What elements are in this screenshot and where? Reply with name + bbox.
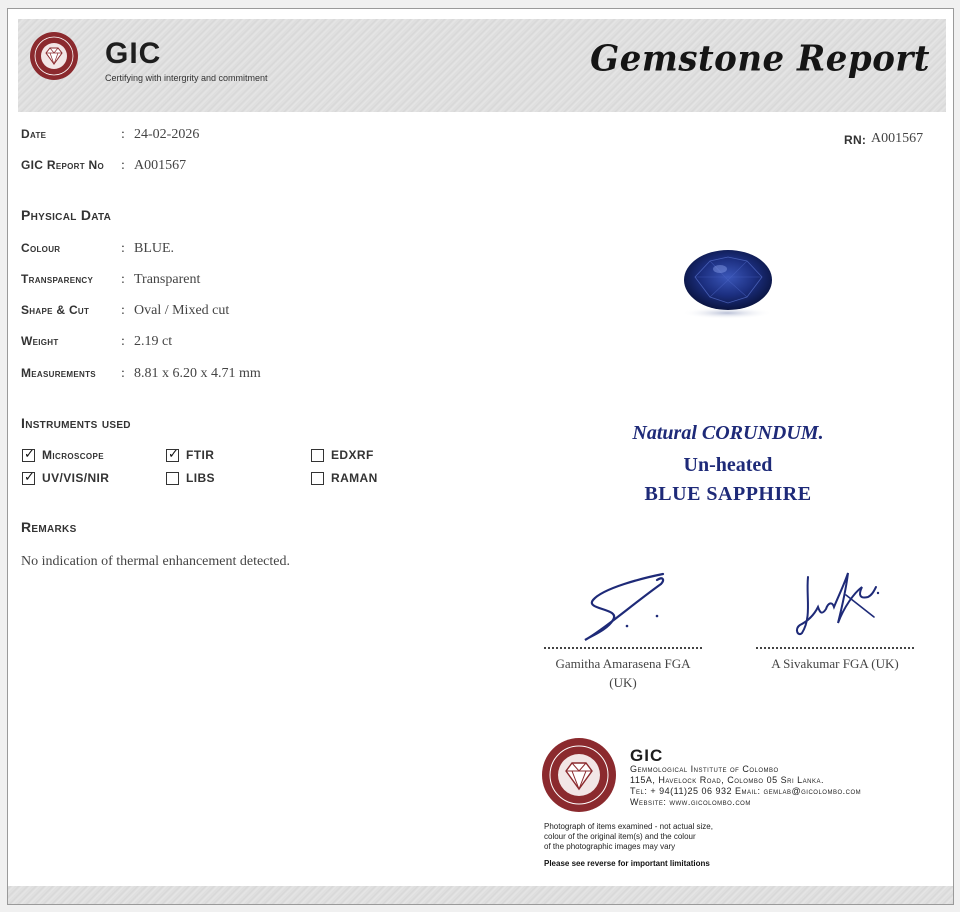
footer-contact: Tel: + 94(11)25 06 932 Email: gemlab@gicolombo.com [630, 786, 862, 796]
rn-value: A001567 [871, 131, 924, 146]
edxrf-checkbox[interactable] [311, 449, 324, 462]
instruments-heading: Instruments used [21, 415, 131, 431]
transparency-separator: : [121, 272, 125, 287]
measurements-label: Measurements [21, 366, 96, 380]
gic-seal-icon [29, 31, 79, 81]
report-page [7, 8, 954, 905]
raman-checkbox[interactable] [311, 472, 324, 485]
signatory-2-name-line1: A Sivakumar FGA (UK) [771, 656, 899, 671]
footer-org-name: Gemmological Institute of Colombo [630, 764, 779, 774]
report-no-separator: : [121, 158, 125, 173]
footer-website: Website: www.gicolombo.com [630, 797, 751, 807]
remarks-text: No indication of thermal enhancement detected. [21, 554, 291, 569]
identification-species: Natural CORUNDUM. [632, 422, 824, 444]
date-label: Date [21, 127, 47, 141]
check-mark-icon: ✓ [24, 470, 35, 485]
footer-band [8, 886, 953, 904]
libs-label: LIBS [186, 471, 215, 485]
libs-checkbox[interactable] [166, 472, 179, 485]
microscope-checkbox[interactable] [22, 449, 35, 462]
signatory-1-name [534, 654, 712, 692]
colour-value: BLUE. [134, 241, 175, 256]
shape-cut-label: Shape & Cut [21, 303, 90, 317]
report-title: Gemstone Report [590, 38, 930, 80]
shape-cut-separator: : [121, 303, 125, 318]
physical-data-heading: Physical Data [21, 207, 112, 223]
remarks-heading: Remarks [21, 519, 77, 535]
identification-treatment: Un-heated [683, 454, 773, 476]
gic-seal-icon [541, 737, 617, 813]
photo-note-line2: colour of the original item(s) and the colour [544, 832, 696, 841]
raman-label: RAMAN [331, 471, 378, 485]
weight-separator: : [121, 334, 125, 349]
microscope-label: Microscope [42, 448, 105, 462]
check-mark-icon: ✓ [168, 447, 179, 462]
uv-vis-nir-label: UV/VIS/NIR [42, 471, 110, 485]
footer-brand: GIC [630, 746, 664, 765]
date-separator: : [121, 127, 125, 142]
footer-address: 115A, Havelock Road, Colombo 05 Sri Lanka. [630, 775, 824, 785]
report-no-value: A001567 [134, 158, 187, 173]
edxrf-label: EDXRF [331, 448, 374, 462]
signatory-1-name-line1: Gamitha Amarasena FGA [555, 656, 691, 671]
check-mark-icon: ✓ [24, 447, 35, 462]
measurements-separator: : [121, 366, 125, 381]
colour-separator: : [121, 241, 125, 256]
brand-tagline: Certifying with intergrity and commitment [105, 73, 268, 83]
signature-line-1 [544, 647, 702, 649]
date-value: 24-02-2026 [134, 127, 200, 142]
signature-1 [573, 564, 683, 644]
photo-note-line1: Photograph of items examined - not actual size, [544, 822, 713, 831]
shape-cut-value: Oval / Mixed cut [134, 303, 230, 318]
transparency-label: Transparency [21, 272, 94, 286]
weight-label: Weight [21, 334, 59, 348]
weight-value: 2.19 ct [134, 334, 173, 349]
photo-note-line3: of the photographic images may vary [544, 842, 676, 851]
ftir-checkbox[interactable] [166, 449, 179, 462]
uv-vis-nir-checkbox[interactable] [22, 472, 35, 485]
signatory-1-name-line2: (UK) [609, 675, 637, 690]
sapphire-photo [675, 247, 775, 327]
ftir-label: FTIR [186, 448, 215, 462]
limitations-note: Please see reverse for important limitations [544, 859, 710, 868]
rn-label: RN: [844, 133, 867, 147]
brand-logo-text: GIC [105, 37, 162, 70]
signature-2 [788, 567, 883, 642]
report-no-label: GIC Report No [21, 158, 105, 172]
identification-variety: BLUE SAPPHIRE [644, 483, 812, 505]
transparency-value: Transparent [134, 272, 201, 287]
signatory-2-name [746, 654, 924, 673]
colour-label: Colour [21, 241, 61, 255]
measurements-value: 8.81 x 6.20 x 4.71 mm [134, 366, 261, 381]
signature-line-2 [756, 647, 914, 649]
